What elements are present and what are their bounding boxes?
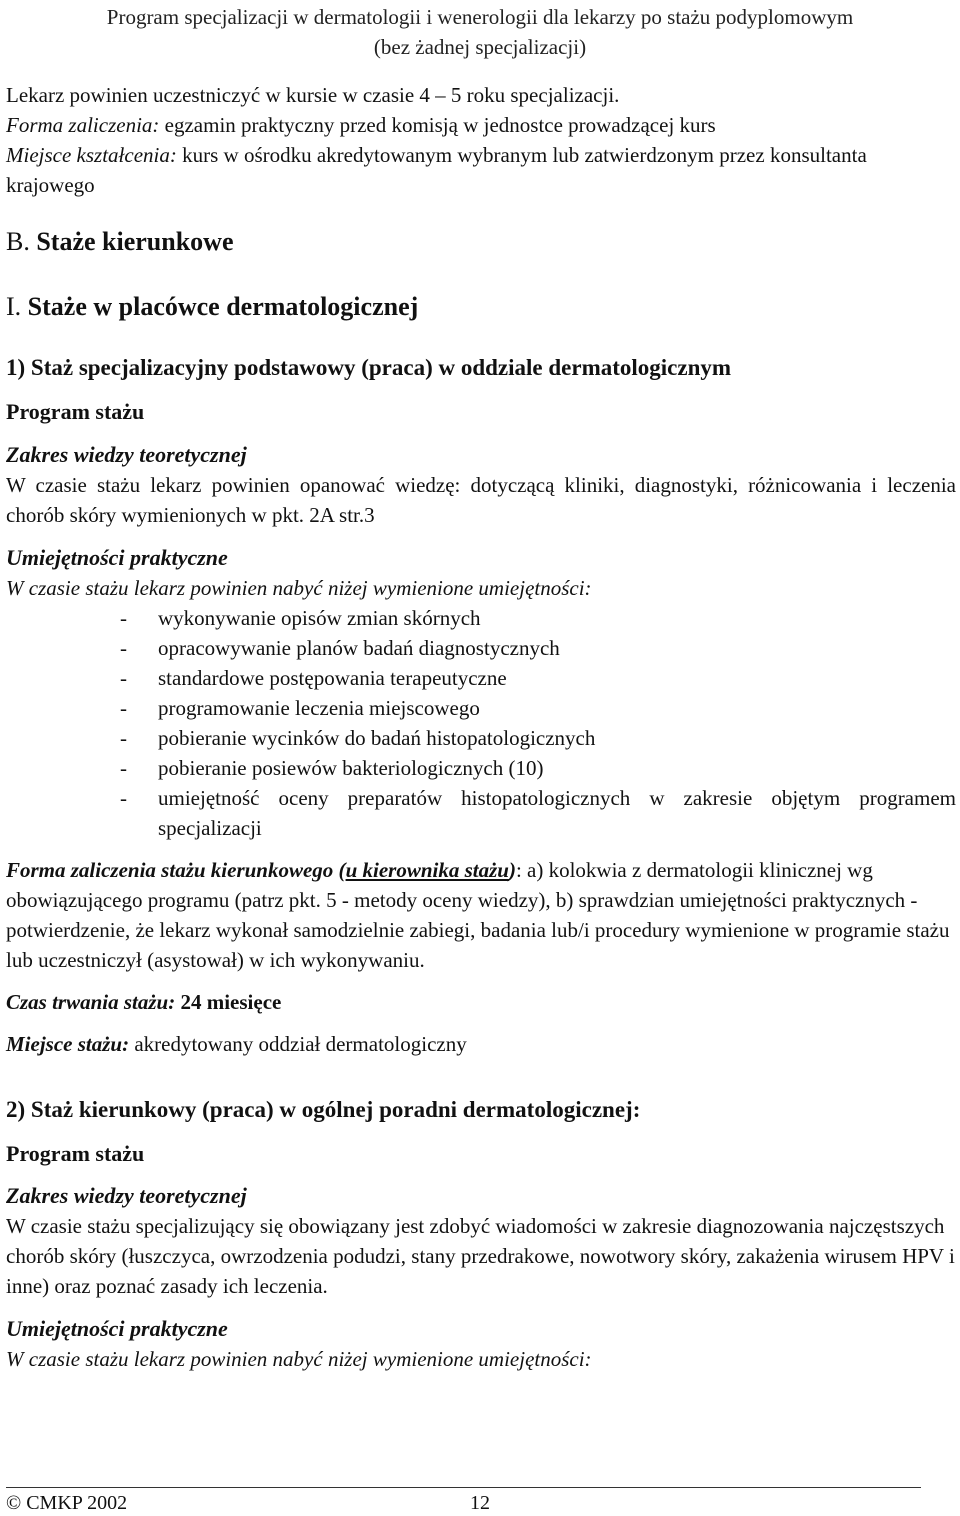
section-b-heading: [6, 226, 956, 258]
intro-forma: [6, 110, 956, 140]
skill-text: wykonywanie opisów zmian skórnych: [158, 606, 481, 630]
staz1-czas-label: Czas trwania stażu:: [6, 990, 176, 1014]
skill-text: pobieranie wycinków do badań histopatologicznych: [158, 726, 596, 750]
intro-forma-text: egzamin praktyczny przed komisją w jednostce prowadzącej kurs: [159, 113, 716, 137]
staz1-skills-list: [6, 603, 956, 843]
list-item: [6, 633, 956, 663]
skill-text: programowanie leczenia miejscowego: [158, 696, 480, 720]
footer-copyright: © CMKP 2002: [6, 1492, 128, 1514]
staz2-title: 2) Staż kierunkowy (praca) w ogólnej poradni dermatologicznej:: [6, 1097, 641, 1122]
list-item: [6, 783, 956, 843]
staz2-wiedza-text: W czasie stażu specjalizujący się obowiązany jest zdobyć wiadomości w zakresie diagnozowania najczęstszych chorób skóry (łuszczyca, owrzodzenia podudzi, stany przedrakowe, nowotwory skóry, zakażenia wirusem HPV i inne) oraz poznać zasady ich leczenia.: [6, 1214, 955, 1298]
staz1-forma-text: : a) kolokwia z dermatologii klinicznej wg obowiązującego programu (patrz pkt. 5 - metody oceny wiedzy), b) sprawdzian umiejętności praktycznych - potwierdzenie, że lekarz wykonał samodzielnie zabiegi, badania lub/i procedury wymienione w programie stażu lub uczestniczył (asystował) w ich wykonywaniu.: [6, 858, 950, 972]
header-subtitle: (bez żadnej specjalizacji): [373, 35, 587, 59]
header-title: Program specjalizacji w dermatologii i wenerologii dla lekarzy po stażu podyplomowym: [106, 5, 854, 29]
staz1-forma-after: ): [508, 858, 516, 882]
section-b-title: Staże kierunkowe: [36, 227, 234, 256]
staz1-forma-underline: u kierownika stażu: [345, 858, 509, 882]
dash-bullet: -: [120, 696, 127, 720]
staz1-forma: [6, 855, 956, 975]
dash-bullet: -: [120, 726, 127, 750]
section-b-prefix: B.: [6, 227, 37, 256]
staz1-miejsce: [6, 1029, 956, 1059]
dash-bullet: -: [120, 756, 127, 780]
staz1-program-label: Program stażu: [6, 399, 145, 424]
intro-line: Lekarz powinien uczestniczyć w kursie w czasie 4 – 5 roku specjalizacji.: [6, 83, 620, 107]
list-item: [6, 603, 956, 633]
intro-miejsce-label: Miejsce kształcenia:: [6, 143, 177, 167]
dash-bullet: -: [120, 606, 127, 630]
staz1-miejsce-value: akredytowany oddział dermatologiczny: [129, 1032, 467, 1056]
staz1-wiedza-label: Zakres wiedzy teoretycznej: [6, 442, 247, 467]
dash-bullet: -: [120, 636, 127, 660]
staz1-czas: [6, 987, 956, 1017]
dash-bullet: -: [120, 786, 127, 810]
skill-text: pobieranie posiewów bakteriologicznych (10): [158, 756, 544, 780]
section-i-heading: [6, 291, 956, 323]
section-i-title: Staże w placówce dermatologicznej: [27, 292, 419, 321]
list-item: [6, 723, 956, 753]
list-item: [6, 753, 956, 783]
page-number: 12: [470, 1492, 490, 1514]
staz1-czas-value: 24 miesięce: [175, 990, 282, 1014]
skill-text: umiejętność oceny preparatów histopatologicznych w zakresie objętym programem specjalizacji: [158, 786, 956, 840]
staz1-umiej-intro: W czasie stażu lekarz powinien nabyć niżej wymienione umiejętności:: [6, 576, 592, 600]
staz2-program-label: Program stażu: [6, 1141, 145, 1166]
staz2-umiej-intro: W czasie stażu lekarz powinien nabyć niżej wymienione umiejętności:: [6, 1347, 592, 1371]
staz1-miejsce-label: Miejsce stażu:: [6, 1032, 130, 1056]
staz1-wiedza-text: W czasie stażu lekarz powinien opanować wiedzę: dotyczącą kliniki, diagnostyki, różnicowania i leczenia chorób skóry wymienionych w pkt. 2A str.3: [6, 473, 956, 527]
staz1-title: 1) Staż specjalizacyjny podstawowy (praca) w oddziale dermatologicznym: [6, 355, 732, 380]
section-i-prefix: I.: [6, 292, 28, 321]
skill-text: opracowywanie planów badań diagnostycznych: [158, 636, 560, 660]
intro-miejsce: [6, 140, 956, 200]
intro-forma-label: Forma zaliczenia:: [6, 113, 160, 137]
document-body: [6, 80, 956, 1374]
list-item: [6, 663, 956, 693]
intro-miejsce-text: kurs w ośrodku akredytowanym wybranym lub zatwierdzonym przez konsultanta krajowego: [6, 143, 867, 197]
dash-bullet: -: [120, 666, 127, 690]
staz2-wiedza-label: Zakres wiedzy teoretycznej: [6, 1183, 247, 1208]
skill-text: standardowe postępowania terapeutyczne: [158, 666, 507, 690]
footer-divider: [6, 1487, 921, 1488]
staz2-umiej-label: Umiejętności praktyczne: [6, 1316, 228, 1341]
list-item: [6, 693, 956, 723]
staz1-umiej-label: Umiejętności praktyczne: [6, 545, 228, 570]
staz1-forma-label: Forma zaliczenia stażu kierunkowego (: [6, 858, 346, 882]
page-header: [0, 2, 960, 62]
